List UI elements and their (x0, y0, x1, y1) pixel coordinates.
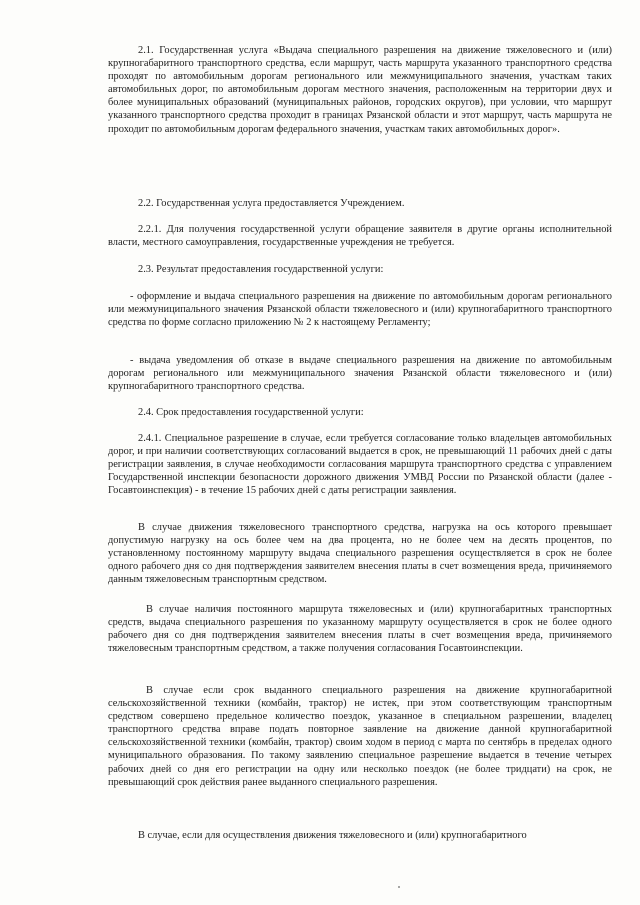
paragraph-2-1: 2.1. Государственная услуга «Выдача специального разрешения на движение тяжеловесного и (или) крупногабаритного транспортного средства, если маршрут, часть маршрута указанного транспортного средства проходят по автомобильным дорогам регионального или межмуниципального значения, участкам таких автомобильных дорог, по автомобильным дорогам местного значения, расположенным на территории двух и более муниципальных образований (муниципальных районов, городских округов), при условии, что маршрут указанного транспортного средства проходит в границах Рязанской области и этот маршрут, часть маршрута не проходит по автомобильным дорогам федерального значения, участкам таких автомобильных дорог». (108, 45, 612, 135)
paragraph-overload-case: В случае движения тяжеловесного транспортного средства, нагрузка на ось которого превышает допустимую нагрузку на ось более чем на два процента, но не более чем на десять процентов, по установленному постоянному маршруту выдача специального разрешения осуществляется в срок не более одного рабочего дня со дня подтверждения заявителем внесения платы в счет возмещения вреда, причиняемого данным тяжеловесным транспортным средством. (108, 522, 612, 586)
paragraph-2-3: 2.3. Результат предоставления государственной услуги: (138, 264, 384, 275)
paragraph-2-4: 2.4. Срок предоставления государственной услуги: (138, 407, 364, 418)
paragraph-2-2-1: 2.2.1. Для получения государственной услуги обращение заявителя в другие органы исполнительной власти, местного самоуправления, государственные учреждения не требуется. (108, 224, 612, 249)
paragraph-result-refusal: - выдача уведомления об отказе в выдаче специального разрешения на движение по автомобильным дорогам регионального или межмуниципального значения Рязанской области тяжеловесного и (или) крупногабаритного транспортного средства. (108, 355, 612, 393)
paragraph-result-issue: - оформление и выдача специального разрешения на движение по автомобильным дорогам регионального или межмуниципального значения Рязанской области тяжеловесного и (или) крупногабаритного транспортного средства по форме согласно приложению № 2 к настоящему Регламенту; (108, 291, 612, 329)
paragraph-2-4-1: 2.4.1. Специальное разрешение в случае, если требуется согласование только владельцев автомобильных дорог, и при наличии соответствующих согласований выдается в срок, не превышающий 11 рабочих дней с даты регистрации заявления, в случае необходимости согласования маршрута транспортного средства с управлением Государственной инспекции безопасности дорожного движения УМВД России по Рязанской области (далее - Госавтоинспекция) - в течение 15 рабочих дней с даты регистрации заявления. (108, 433, 612, 497)
paragraph-2-2: 2.2. Государственная услуга предоставляется Учреждением. (138, 198, 405, 209)
paragraph-continuation: В случае, если для осуществления движения тяжеловесного и (или) крупногабаритного (138, 830, 527, 841)
paragraph-agri-machinery: В случае если срок выданного специального разрешения на движение крупногабаритной сельскохозяйственной техники (комбайн, трактор) не истек, при этом соответствующим транспортным средством совершено предельное количество поездок, указанное в специальном разрешении, владелец транспортного средства вправе подать повторное заявление на движение данной крупногабаритной сельскохозяйственной техники (комбайн, трактор) своим ходом в период с марта по сентябрь в пределах одного муниципального образования. По такому заявлению специальное разрешение выдается в течение четырех рабочих дней со дня его регистрации на одну или несколько поездок (не более тридцати) на срок, не превышающий срок действия ранее выданного специального разрешения. (108, 685, 612, 788)
scan-dot (398, 886, 400, 888)
paragraph-permanent-route: В случае наличия постоянного маршрута тяжеловесных и (или) крупногабаритных транспортных средств, выдача специального разрешения по указанному маршруту осуществляется в срок не более одного рабочего дня со дня подтверждения заявителем внесения платы в счет возмещения вреда, причиняемого тяжеловесным транспортным средством, а также получения согласования Госавтоинспекции. (108, 604, 612, 655)
